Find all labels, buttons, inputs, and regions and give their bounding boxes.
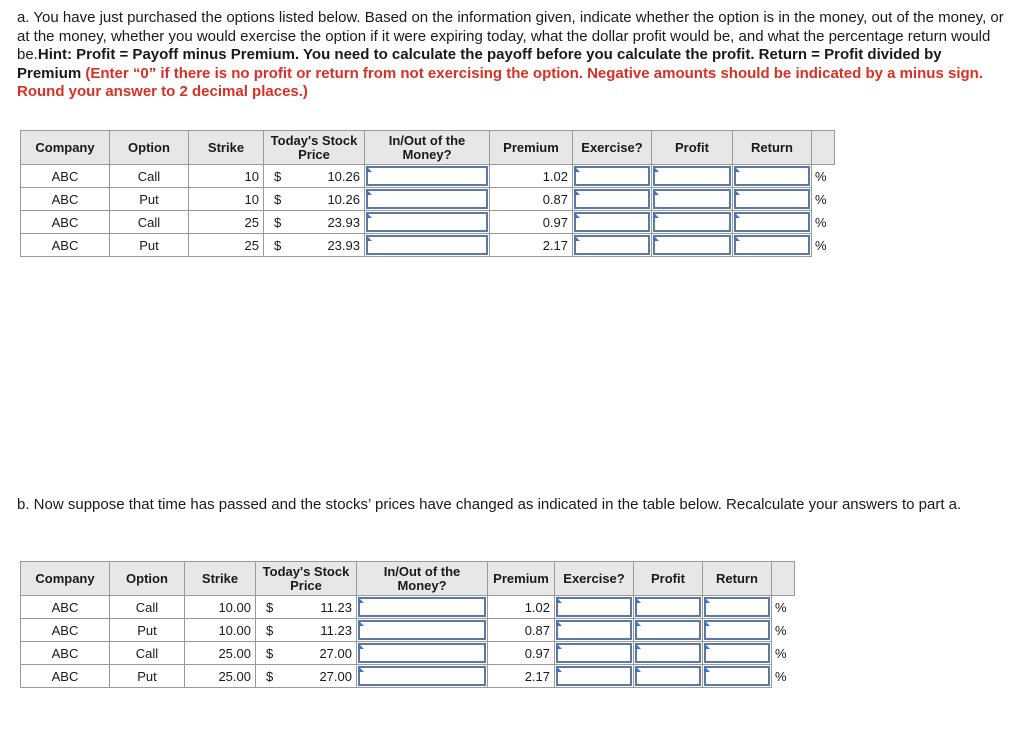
in-out-input-field[interactable]: [366, 189, 488, 209]
return-input-field[interactable]: [704, 620, 770, 640]
percent-sign: %: [812, 211, 835, 234]
percent-sign: %: [812, 188, 835, 211]
option-cell: Call: [110, 596, 185, 619]
exercise-input[interactable]: [555, 596, 634, 619]
header-premium: Premium: [490, 131, 573, 165]
header-option: Option: [110, 562, 185, 596]
profit-input[interactable]: [634, 642, 703, 665]
exercise-input[interactable]: [573, 165, 652, 188]
option-cell: Put: [110, 665, 185, 688]
header-company: Company: [21, 562, 110, 596]
premium-cell: 2.17: [490, 234, 573, 257]
company-cell: ABC: [21, 596, 110, 619]
stock-price-cell: 23.93: [298, 211, 364, 234]
return-input[interactable]: [703, 642, 772, 665]
header-return: Return: [703, 562, 772, 596]
return-input[interactable]: [733, 188, 812, 211]
part-a-hint: Hint: Profit = Payoff minus Premium. You need to calculate the payoff before you calculate the profit. Return = Profit divided by Premium: [17, 46, 942, 82]
profit-input-field[interactable]: [635, 620, 701, 640]
header-in-out: In/Out of the Money?: [365, 131, 490, 165]
dollar-sign: $: [256, 619, 291, 642]
dollar-sign: $: [264, 165, 299, 188]
stock-price-cell: 11.23: [290, 619, 356, 642]
profit-input-field[interactable]: [653, 235, 731, 255]
header-blank: [812, 131, 835, 165]
in-out-input[interactable]: [365, 188, 490, 211]
return-input[interactable]: [703, 665, 772, 688]
in-out-input-field[interactable]: [366, 212, 488, 232]
company-cell: ABC: [21, 211, 110, 234]
header-return: Return: [733, 131, 812, 165]
return-input-field[interactable]: [734, 189, 810, 209]
in-out-input[interactable]: [357, 642, 488, 665]
strike-cell: 25.00: [185, 665, 256, 688]
in-out-input-field[interactable]: [366, 235, 488, 255]
header-profit: Profit: [634, 562, 703, 596]
company-cell: ABC: [21, 188, 110, 211]
profit-input[interactable]: [652, 165, 733, 188]
profit-input-field[interactable]: [635, 597, 701, 617]
dollar-sign: $: [264, 188, 299, 211]
return-input[interactable]: [733, 165, 812, 188]
option-cell: Put: [110, 234, 189, 257]
profit-input-field[interactable]: [653, 166, 731, 186]
table-row: [21, 234, 835, 257]
return-input-field[interactable]: [704, 666, 770, 686]
strike-cell: 10.00: [185, 619, 256, 642]
option-cell: Call: [110, 642, 185, 665]
profit-input[interactable]: [652, 188, 733, 211]
table-row: [21, 211, 835, 234]
in-out-input[interactable]: [365, 165, 490, 188]
profit-input[interactable]: [652, 234, 733, 257]
in-out-input-field[interactable]: [358, 643, 486, 663]
in-out-input[interactable]: [365, 234, 490, 257]
header-profit: Profit: [652, 131, 733, 165]
strike-cell: 10.00: [185, 596, 256, 619]
premium-cell: 0.97: [490, 211, 573, 234]
dollar-sign: $: [256, 665, 291, 688]
exercise-input[interactable]: [555, 642, 634, 665]
dollar-sign: $: [256, 642, 291, 665]
stock-price-cell: 27.00: [290, 665, 356, 688]
profit-input-field[interactable]: [653, 189, 731, 209]
header-strike: Strike: [185, 562, 256, 596]
exercise-input[interactable]: [555, 665, 634, 688]
header-in-out: In/Out of the Money?: [357, 562, 488, 596]
company-cell: ABC: [21, 619, 110, 642]
header-exercise: Exercise?: [573, 131, 652, 165]
percent-sign: %: [772, 596, 795, 619]
table-row: [21, 165, 835, 188]
premium-cell: 0.87: [490, 188, 573, 211]
strike-cell: 25: [189, 211, 264, 234]
part-a-text: a. You have just purchased the options listed below. Based on the information given, indicate whether the option is in the money, out of the money, or at the money, whether you would exercise the option if it were expiring today, what the dollar profit would be, and what the percentage return would be.: [17, 9, 1004, 63]
dollar-sign: $: [264, 234, 299, 257]
in-out-input-field[interactable]: [358, 666, 486, 686]
stock-price-cell: 10.26: [298, 188, 364, 211]
percent-sign: %: [772, 619, 795, 642]
in-out-input[interactable]: [365, 211, 490, 234]
premium-cell: 0.97: [488, 642, 555, 665]
percent-sign: %: [812, 234, 835, 257]
return-input-field[interactable]: [734, 212, 810, 232]
header-exercise: Exercise?: [555, 562, 634, 596]
company-cell: ABC: [21, 165, 110, 188]
percent-sign: %: [812, 165, 835, 188]
exercise-input[interactable]: [573, 188, 652, 211]
percent-sign: %: [772, 665, 795, 688]
profit-input[interactable]: [634, 596, 703, 619]
stock-price-cell: 10.26: [298, 165, 364, 188]
exercise-input-field[interactable]: [574, 166, 650, 186]
table-row: [21, 596, 795, 619]
strike-cell: 10: [189, 188, 264, 211]
exercise-input-field[interactable]: [574, 235, 650, 255]
table-row: [21, 665, 795, 688]
option-cell: Put: [110, 188, 189, 211]
return-input[interactable]: [733, 211, 812, 234]
options-table-a: [20, 130, 835, 257]
in-out-input[interactable]: [357, 596, 488, 619]
in-out-input-field[interactable]: [358, 597, 486, 617]
part-a-rounding-note: (Enter “0” if there is no profit or return from not exercising the option. Negative amounts should be indicated by a minus sign. Round your answer to 2 decimal places.): [17, 64, 983, 100]
premium-cell: 1.02: [490, 165, 573, 188]
exercise-input-field[interactable]: [556, 620, 632, 640]
percent-sign: %: [772, 642, 795, 665]
exercise-input-field[interactable]: [574, 189, 650, 209]
header-premium: Premium: [488, 562, 555, 596]
premium-cell: 2.17: [488, 665, 555, 688]
return-input-field[interactable]: [734, 166, 810, 186]
stock-price-cell: 11.23: [290, 596, 356, 619]
header-option: Option: [110, 131, 189, 165]
profit-input[interactable]: [652, 211, 733, 234]
in-out-input-field[interactable]: [366, 166, 488, 186]
option-cell: Put: [110, 619, 185, 642]
in-out-input[interactable]: [357, 665, 488, 688]
part-a-instructions: [17, 9, 1007, 102]
exercise-input-field[interactable]: [556, 597, 632, 617]
exercise-input[interactable]: [573, 211, 652, 234]
exercise-input[interactable]: [555, 619, 634, 642]
premium-cell: 1.02: [488, 596, 555, 619]
company-cell: ABC: [21, 234, 110, 257]
strike-cell: 10: [189, 165, 264, 188]
profit-input[interactable]: [634, 665, 703, 688]
return-input[interactable]: [703, 619, 772, 642]
in-out-input[interactable]: [357, 619, 488, 642]
table-row: [21, 619, 795, 642]
dollar-sign: $: [264, 211, 299, 234]
table-row: [21, 642, 795, 665]
return-input[interactable]: [703, 596, 772, 619]
exercise-input[interactable]: [573, 234, 652, 257]
options-table-b: [20, 561, 795, 688]
option-cell: Call: [110, 211, 189, 234]
return-input-field[interactable]: [704, 597, 770, 617]
in-out-input-field[interactable]: [358, 620, 486, 640]
company-cell: ABC: [21, 642, 110, 665]
return-input-field[interactable]: [704, 643, 770, 663]
return-input-field[interactable]: [734, 235, 810, 255]
profit-input-field[interactable]: [653, 212, 731, 232]
company-cell: ABC: [21, 665, 110, 688]
option-cell: Call: [110, 165, 189, 188]
header-blank: [772, 562, 795, 596]
strike-cell: 25.00: [185, 642, 256, 665]
part-b-instructions: b. Now suppose that time has passed and the stocks’ prices have changed as indicated in the table below. Recalculate your answers to part a.: [17, 496, 962, 513]
dollar-sign: $: [256, 596, 291, 619]
header-company: Company: [21, 131, 110, 165]
stock-price-cell: 23.93: [298, 234, 364, 257]
exercise-input-field[interactable]: [574, 212, 650, 232]
table-row: [21, 188, 835, 211]
return-input[interactable]: [733, 234, 812, 257]
profit-input-field[interactable]: [635, 666, 701, 686]
premium-cell: 0.87: [488, 619, 555, 642]
stock-price-cell: 27.00: [290, 642, 356, 665]
header-stock-price: Today's Stock Price: [264, 131, 365, 165]
header-stock-price: Today's Stock Price: [256, 562, 357, 596]
strike-cell: 25: [189, 234, 264, 257]
header-strike: Strike: [189, 131, 264, 165]
profit-input-field[interactable]: [635, 643, 701, 663]
profit-input[interactable]: [634, 619, 703, 642]
exercise-input-field[interactable]: [556, 643, 632, 663]
exercise-input-field[interactable]: [556, 666, 632, 686]
